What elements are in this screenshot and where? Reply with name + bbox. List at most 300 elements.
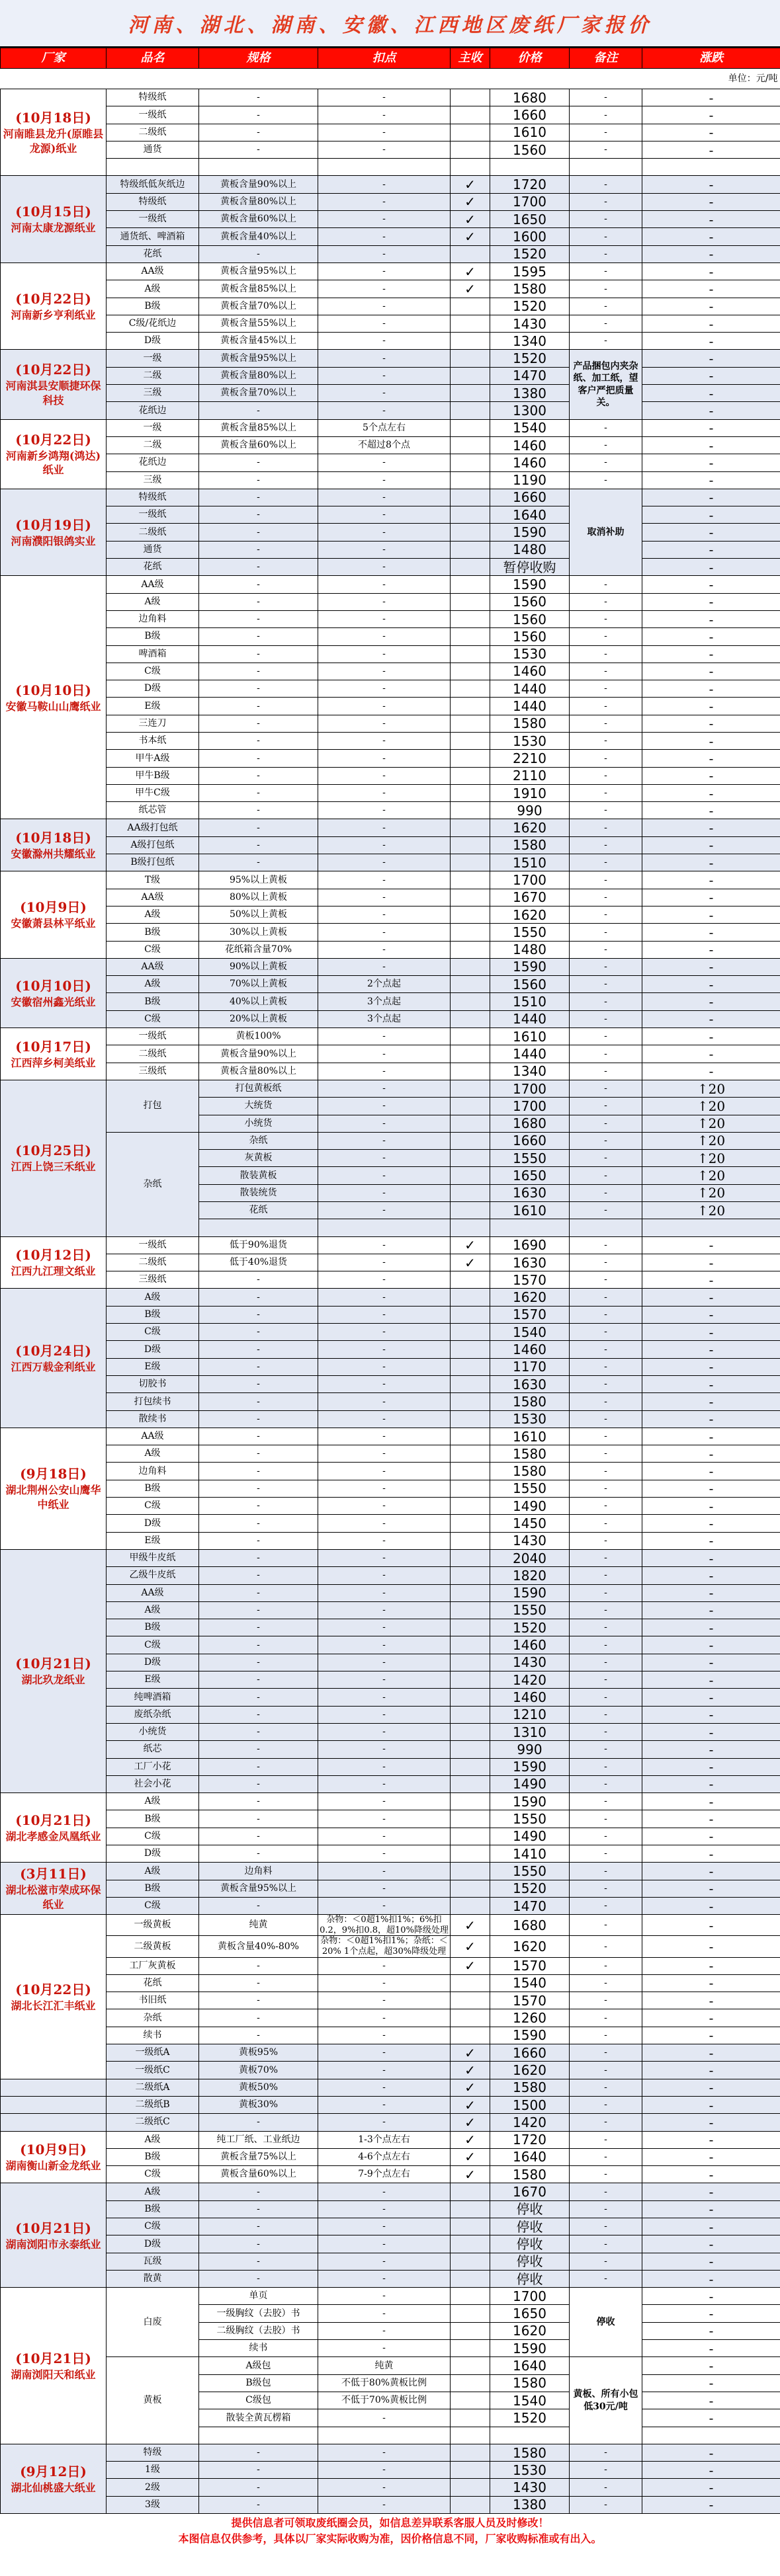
spec-cell: 小统货 xyxy=(199,1115,318,1132)
main-cell xyxy=(451,610,490,627)
table-row xyxy=(1,924,780,941)
main-cell xyxy=(451,1045,490,1063)
table-row xyxy=(1,402,780,419)
product-cell: 工厂灰黄板 xyxy=(107,1957,199,1974)
deduction-cell: - xyxy=(318,663,451,680)
spec-cell: 黄板50% xyxy=(199,2079,318,2096)
deduction-cell: - xyxy=(318,2114,451,2131)
table-row xyxy=(1,1010,780,1027)
table-row xyxy=(1,2357,780,2374)
price-cell: 1910 xyxy=(490,784,570,801)
factory-name: 河南濮阳银鸽实业 xyxy=(11,534,96,547)
deduction-cell: 1-3个点左右 xyxy=(318,2131,451,2148)
change-cell: - xyxy=(642,1936,780,1957)
main-cell xyxy=(451,1741,490,1758)
main-cell xyxy=(451,2288,490,2305)
spec-cell: - xyxy=(199,1741,318,1758)
spec-cell: 70%以上黄板 xyxy=(199,976,318,993)
table-row xyxy=(1,1828,780,1845)
product-cell: C级 xyxy=(107,2218,199,2235)
product-cell: AA级 xyxy=(107,958,199,975)
spec-cell: 一级胸纹（去胶）书 xyxy=(199,2305,318,2322)
deduction-cell: - xyxy=(318,2462,451,2479)
factory-name: 湖北长江汇丰纸业 xyxy=(11,1999,96,2012)
change-cell: - xyxy=(642,1654,780,1671)
spec-cell: 90%以上黄板 xyxy=(199,958,318,975)
price-cell: 1560 xyxy=(490,976,570,993)
main-cell xyxy=(451,559,490,576)
factory-date: (10月10日) xyxy=(15,977,91,994)
change-cell: - xyxy=(642,2183,780,2200)
main-cell xyxy=(451,1706,490,1723)
spec-cell: 80%以上黄板 xyxy=(199,889,318,906)
main-cell xyxy=(451,402,490,419)
deduction-cell: - xyxy=(318,1150,451,1167)
change-cell: ↑20 xyxy=(642,1098,780,1115)
table-row xyxy=(1,680,780,698)
spec-cell: - xyxy=(199,506,318,524)
factory-name: 湖北玖龙纸业 xyxy=(21,1673,85,1687)
change-cell: - xyxy=(642,176,780,193)
change-cell: - xyxy=(642,1410,780,1428)
spec-cell: - xyxy=(199,89,318,106)
factory-date: (10月21日) xyxy=(15,1812,91,1828)
main-cell xyxy=(451,1445,490,1463)
main-cell xyxy=(451,315,490,332)
deduction-cell: 5个点左右 xyxy=(318,419,451,436)
table-row xyxy=(1,1636,780,1654)
note-cell: - xyxy=(570,1098,642,1115)
product-cell: D级 xyxy=(107,1341,199,1358)
table-row xyxy=(1,1880,780,1897)
note-cell: - xyxy=(570,698,642,715)
change-cell xyxy=(642,2427,780,2444)
product-cell: A级 xyxy=(107,1601,199,1619)
deduction-cell: - xyxy=(318,506,451,524)
table-row xyxy=(1,1845,780,1862)
note-cell: - xyxy=(570,1775,642,1792)
table-row xyxy=(1,2200,780,2218)
product-cell: A级 xyxy=(107,2183,199,2200)
product-cell: 一级纸 xyxy=(107,211,199,228)
note-cell xyxy=(570,1219,642,1236)
factory-name: 湖南衡山新金龙纸业 xyxy=(5,2159,101,2173)
table-row xyxy=(1,2079,780,2096)
factory-name: 安徽宿州鑫光纸业 xyxy=(11,995,96,1008)
deduction-cell: - xyxy=(318,1584,451,1601)
main-cell xyxy=(451,1306,490,1323)
note-cell: 产品捆包内夹杂纸、加工纸，望客户严把质量关。 xyxy=(570,350,642,419)
change-cell: - xyxy=(642,506,780,524)
deduction-cell: - xyxy=(318,958,451,975)
product-cell: D级 xyxy=(107,1654,199,1671)
deduction-cell: - xyxy=(318,1636,451,1654)
note-cell: - xyxy=(570,228,642,245)
change-cell: - xyxy=(642,2079,780,2096)
factory-cell xyxy=(1,176,107,262)
change-cell: - xyxy=(642,1793,780,1810)
deduction-cell: 杂物：＜0超1%扣1%；6%扣0.2，9%扣0.8，超10%降级处理 xyxy=(318,1915,451,1936)
change-cell: - xyxy=(642,2044,780,2062)
price-cell: 1520 xyxy=(490,350,570,367)
change-cell: - xyxy=(642,2166,780,2183)
main-cell xyxy=(451,454,490,471)
change-cell: - xyxy=(642,1254,780,1271)
main-cell xyxy=(451,1689,490,1706)
deduction-cell: - xyxy=(318,854,451,871)
spec-cell: - xyxy=(199,1375,318,1392)
table-row xyxy=(1,2462,780,2479)
note-cell: - xyxy=(570,784,642,801)
price-cell: 1500 xyxy=(490,2096,570,2113)
price-cell: 1450 xyxy=(490,1515,570,1532)
table-row xyxy=(1,2009,780,2027)
table-row xyxy=(1,2096,780,2113)
deduction-cell: - xyxy=(318,1167,451,1184)
table-row xyxy=(1,1619,780,1636)
note-cell: - xyxy=(570,1601,642,1619)
deduction-cell: - xyxy=(318,576,451,593)
product-cell: 三级纸 xyxy=(107,1063,199,1080)
main-cell: ✓ xyxy=(451,2044,490,2062)
product-cell: 特级 xyxy=(107,2444,199,2461)
change-cell: ↑20 xyxy=(642,1115,780,1132)
main-cell xyxy=(451,1897,490,1914)
spec-cell: B级包 xyxy=(199,2374,318,2392)
price-cell: 1660 xyxy=(490,1132,570,1149)
note-cell: - xyxy=(570,280,642,298)
table-row xyxy=(1,1132,780,1149)
change-cell: - xyxy=(642,698,780,715)
spec-cell: - xyxy=(199,1445,318,1463)
change-cell: - xyxy=(642,1723,780,1740)
product-cell: 边角料 xyxy=(107,610,199,627)
spec-cell: 黄板含量80%以上 xyxy=(199,367,318,384)
change-cell: - xyxy=(642,645,780,663)
price-cell: 1620 xyxy=(490,1936,570,1957)
table-row xyxy=(1,1410,780,1428)
deduction-cell: - xyxy=(318,2235,451,2253)
price-cell: 1620 xyxy=(490,1289,570,1306)
main-cell xyxy=(451,159,490,176)
change-cell: - xyxy=(642,211,780,228)
table-row xyxy=(1,262,780,280)
spec-cell: 黄板含量40%以上 xyxy=(199,228,318,245)
main-cell xyxy=(451,2305,490,2322)
change-cell: - xyxy=(642,1897,780,1914)
spec-cell: - xyxy=(199,645,318,663)
change-cell: - xyxy=(642,2027,780,2044)
product-cell: A级 xyxy=(107,2131,199,2148)
main-cell xyxy=(451,89,490,106)
spec-cell: 30%以上黄板 xyxy=(199,924,318,941)
table-row xyxy=(1,1254,780,1271)
change-cell: - xyxy=(642,802,780,819)
spec-cell: - xyxy=(199,559,318,576)
spec-cell: 黄板含量70%以上 xyxy=(199,298,318,315)
table-row xyxy=(1,2235,780,2253)
spec-cell: - xyxy=(199,1549,318,1566)
spec-cell: - xyxy=(199,1974,318,1992)
change-cell: - xyxy=(642,1463,780,1480)
note-cell: - xyxy=(570,1845,642,1862)
deduction-cell: - xyxy=(318,1689,451,1706)
table-row xyxy=(1,385,780,402)
product-cell: 花纸 xyxy=(107,245,199,262)
table-row xyxy=(1,333,780,350)
deduction-cell: - xyxy=(318,819,451,836)
main-cell: ✓ xyxy=(451,1236,490,1254)
factory-name: 河南太康龙源纸业 xyxy=(11,221,96,235)
main-cell xyxy=(451,1810,490,1828)
col-factory: 厂家 xyxy=(1,48,107,69)
deduction-cell: - xyxy=(318,1793,451,1810)
spec-cell: - xyxy=(199,2218,318,2235)
main-cell xyxy=(451,106,490,124)
deduction-cell: - xyxy=(318,211,451,228)
product-cell: 通货 xyxy=(107,141,199,158)
deduction-cell: - xyxy=(318,385,451,402)
note-cell: 黄板、所有小包低30元/吨 xyxy=(570,2357,642,2444)
main-cell xyxy=(451,1480,490,1497)
main-cell xyxy=(451,645,490,663)
spec-cell: - xyxy=(199,124,318,141)
main-cell xyxy=(451,541,490,558)
note-cell: - xyxy=(570,2131,642,2148)
factory-cell xyxy=(1,819,107,871)
change-cell: - xyxy=(642,1828,780,1845)
spec-cell: - xyxy=(199,1358,318,1375)
main-cell xyxy=(451,2322,490,2339)
factory-name: 江西萍乡柯美纸业 xyxy=(11,1056,96,1069)
change-cell: - xyxy=(642,2374,780,2392)
note-cell: - xyxy=(570,245,642,262)
note-cell: - xyxy=(570,1863,642,1880)
table-row xyxy=(1,1532,780,1549)
spec-cell: 50%以上黄板 xyxy=(199,906,318,923)
change-cell: - xyxy=(642,1758,780,1775)
note-cell: - xyxy=(570,436,642,454)
deduction-cell: - xyxy=(318,106,451,124)
factory-cell xyxy=(1,958,107,1027)
change-cell: - xyxy=(642,1915,780,1936)
deduction-cell: - xyxy=(318,262,451,280)
change-cell: - xyxy=(642,871,780,889)
price-cell: 1480 xyxy=(490,941,570,958)
product-cell: C级 xyxy=(107,1498,199,1515)
main-cell xyxy=(451,732,490,749)
change-cell: - xyxy=(642,2270,780,2287)
price-cell: 1590 xyxy=(490,1758,570,1775)
factory-cell xyxy=(1,2444,107,2513)
spec-cell: 二级胸纹（去胶）书 xyxy=(199,2322,318,2339)
table-row xyxy=(1,1584,780,1601)
factory-cell xyxy=(1,1080,107,1236)
spec-cell: 花纸 xyxy=(199,1202,318,1219)
deduction-cell: - xyxy=(318,350,451,367)
price-cell: 1480 xyxy=(490,541,570,558)
change-cell: - xyxy=(642,333,780,350)
change-cell: - xyxy=(642,1957,780,1974)
note-cell: - xyxy=(570,2096,642,2113)
price-cell: 990 xyxy=(490,1741,570,1758)
spec-cell: - xyxy=(199,1480,318,1497)
change-cell: - xyxy=(642,576,780,593)
price-cell: 1580 xyxy=(490,715,570,732)
note-cell: - xyxy=(570,2183,642,2200)
spec-cell: - xyxy=(199,2253,318,2270)
product-cell: D级 xyxy=(107,2235,199,2253)
table-row xyxy=(1,315,780,332)
note-cell: - xyxy=(570,1271,642,1289)
table-row xyxy=(1,471,780,489)
change-cell: - xyxy=(642,1601,780,1619)
product-cell: 一级纸 xyxy=(107,1028,199,1045)
price-cell: 1570 xyxy=(490,1271,570,1289)
price-cell: 1560 xyxy=(490,593,570,610)
deduction-cell: - xyxy=(318,767,451,784)
main-cell xyxy=(451,419,490,436)
change-cell: - xyxy=(642,976,780,993)
spec-cell: 40%以上黄板 xyxy=(199,993,318,1010)
price-cell: 1340 xyxy=(490,1063,570,1080)
spec-cell: - xyxy=(199,2444,318,2461)
deduction-cell: - xyxy=(318,1063,451,1080)
main-cell xyxy=(451,2027,490,2044)
main-cell xyxy=(451,836,490,854)
change-cell: - xyxy=(642,559,780,576)
product-cell: B级 xyxy=(107,628,199,645)
main-cell xyxy=(451,298,490,315)
main-cell xyxy=(451,628,490,645)
product-cell: B级 xyxy=(107,1306,199,1323)
table-row xyxy=(1,2183,780,2200)
factory-date: (10月17日) xyxy=(15,1038,91,1055)
price-cell: 1460 xyxy=(490,1689,570,1706)
spec-cell: - xyxy=(199,1992,318,2009)
note-cell: - xyxy=(570,1428,642,1445)
factory-cell xyxy=(1,2096,107,2113)
table-row xyxy=(1,1236,780,1254)
product-cell: 工厂小花 xyxy=(107,1758,199,1775)
change-cell: ↑20 xyxy=(642,1184,780,1201)
spec-cell: - xyxy=(199,1584,318,1601)
product-cell: AA级 xyxy=(107,1428,199,1445)
spec-cell: - xyxy=(199,784,318,801)
price-cell: 1470 xyxy=(490,367,570,384)
change-cell: - xyxy=(642,1974,780,1992)
deduction-cell: 不超过8个点 xyxy=(318,436,451,454)
note-cell: - xyxy=(570,819,642,836)
note-cell: - xyxy=(570,750,642,767)
main-cell xyxy=(451,385,490,402)
price-cell: 1630 xyxy=(490,1184,570,1201)
deduction-cell: - xyxy=(318,1880,451,1897)
price-cell: 1460 xyxy=(490,663,570,680)
note-cell: - xyxy=(570,1167,642,1184)
table-row xyxy=(1,1793,780,1810)
note-cell: - xyxy=(570,298,642,315)
price-cell: 1580 xyxy=(490,2444,570,2461)
table-row xyxy=(1,836,780,854)
main-cell: ✓ xyxy=(451,2148,490,2165)
main-cell xyxy=(451,1202,490,1219)
deduction-cell: - xyxy=(318,680,451,698)
product-cell: A级 xyxy=(107,1289,199,1306)
deduction-cell: - xyxy=(318,1810,451,1828)
deduction-cell: - xyxy=(318,1271,451,1289)
change-cell: - xyxy=(642,471,780,489)
main-cell xyxy=(451,1863,490,1880)
table-row xyxy=(1,2288,780,2305)
product-cell: AA级 xyxy=(107,262,199,280)
price-cell: 停收 xyxy=(490,2270,570,2287)
product-cell: 黄板 xyxy=(107,2357,199,2444)
table-row xyxy=(1,2253,780,2270)
price-cell: 1590 xyxy=(490,958,570,975)
factory-cell xyxy=(1,1236,107,1289)
note-cell: - xyxy=(570,1758,642,1775)
spec-cell: 黄板含量95%以上 xyxy=(199,262,318,280)
spec-cell: - xyxy=(199,2183,318,2200)
product-cell: B级 xyxy=(107,1810,199,1828)
spec-cell: 黄板含量70%以上 xyxy=(199,385,318,402)
main-cell xyxy=(451,1793,490,1810)
product-cell: 花纸 xyxy=(107,559,199,576)
deduction-cell: - xyxy=(318,2009,451,2027)
change-cell: - xyxy=(642,1010,780,1027)
change-cell: - xyxy=(642,2392,780,2409)
table-row xyxy=(1,1463,780,1480)
change-cell: - xyxy=(642,1045,780,1063)
factory-cell xyxy=(1,2288,107,2444)
note-cell: - xyxy=(570,767,642,784)
main-cell xyxy=(451,2496,490,2513)
note-cell: - xyxy=(570,1010,642,1027)
price-cell: 1690 xyxy=(490,1236,570,1254)
table-row xyxy=(1,889,780,906)
price-cell: 1580 xyxy=(490,280,570,298)
table-row xyxy=(1,2496,780,2513)
product-cell: 特级纸低灰纸边 xyxy=(107,176,199,193)
factory-date: (9月12日) xyxy=(20,2463,87,2479)
table-row xyxy=(1,941,780,958)
deduction-cell: - xyxy=(318,2183,451,2200)
deduction-cell: - xyxy=(318,193,451,210)
deduction-cell: - xyxy=(318,1306,451,1323)
note-cell: 停收 xyxy=(570,2288,642,2357)
price-cell: 1700 xyxy=(490,871,570,889)
price-cell: 暂停收购 xyxy=(490,559,570,576)
table-row xyxy=(1,1045,780,1063)
deduction-cell: 不低于70%黄板比例 xyxy=(318,2392,451,2409)
spec-cell: - xyxy=(199,489,318,506)
product-cell: 散续书 xyxy=(107,1410,199,1428)
change-cell: - xyxy=(642,1393,780,1410)
title-bar xyxy=(0,0,780,48)
spec-cell: 95%以上黄板 xyxy=(199,871,318,889)
table-row xyxy=(1,1393,780,1410)
price-cell: 2040 xyxy=(490,1549,570,1566)
product-cell: 二级纸 xyxy=(107,1254,199,1271)
price-cell: 1680 xyxy=(490,1915,570,1936)
table-row xyxy=(1,2270,780,2287)
note-cell: - xyxy=(570,1654,642,1671)
change-cell: - xyxy=(642,193,780,210)
deduction-cell: - xyxy=(318,750,451,767)
price-cell xyxy=(490,2427,570,2444)
note-cell: - xyxy=(570,1080,642,1097)
